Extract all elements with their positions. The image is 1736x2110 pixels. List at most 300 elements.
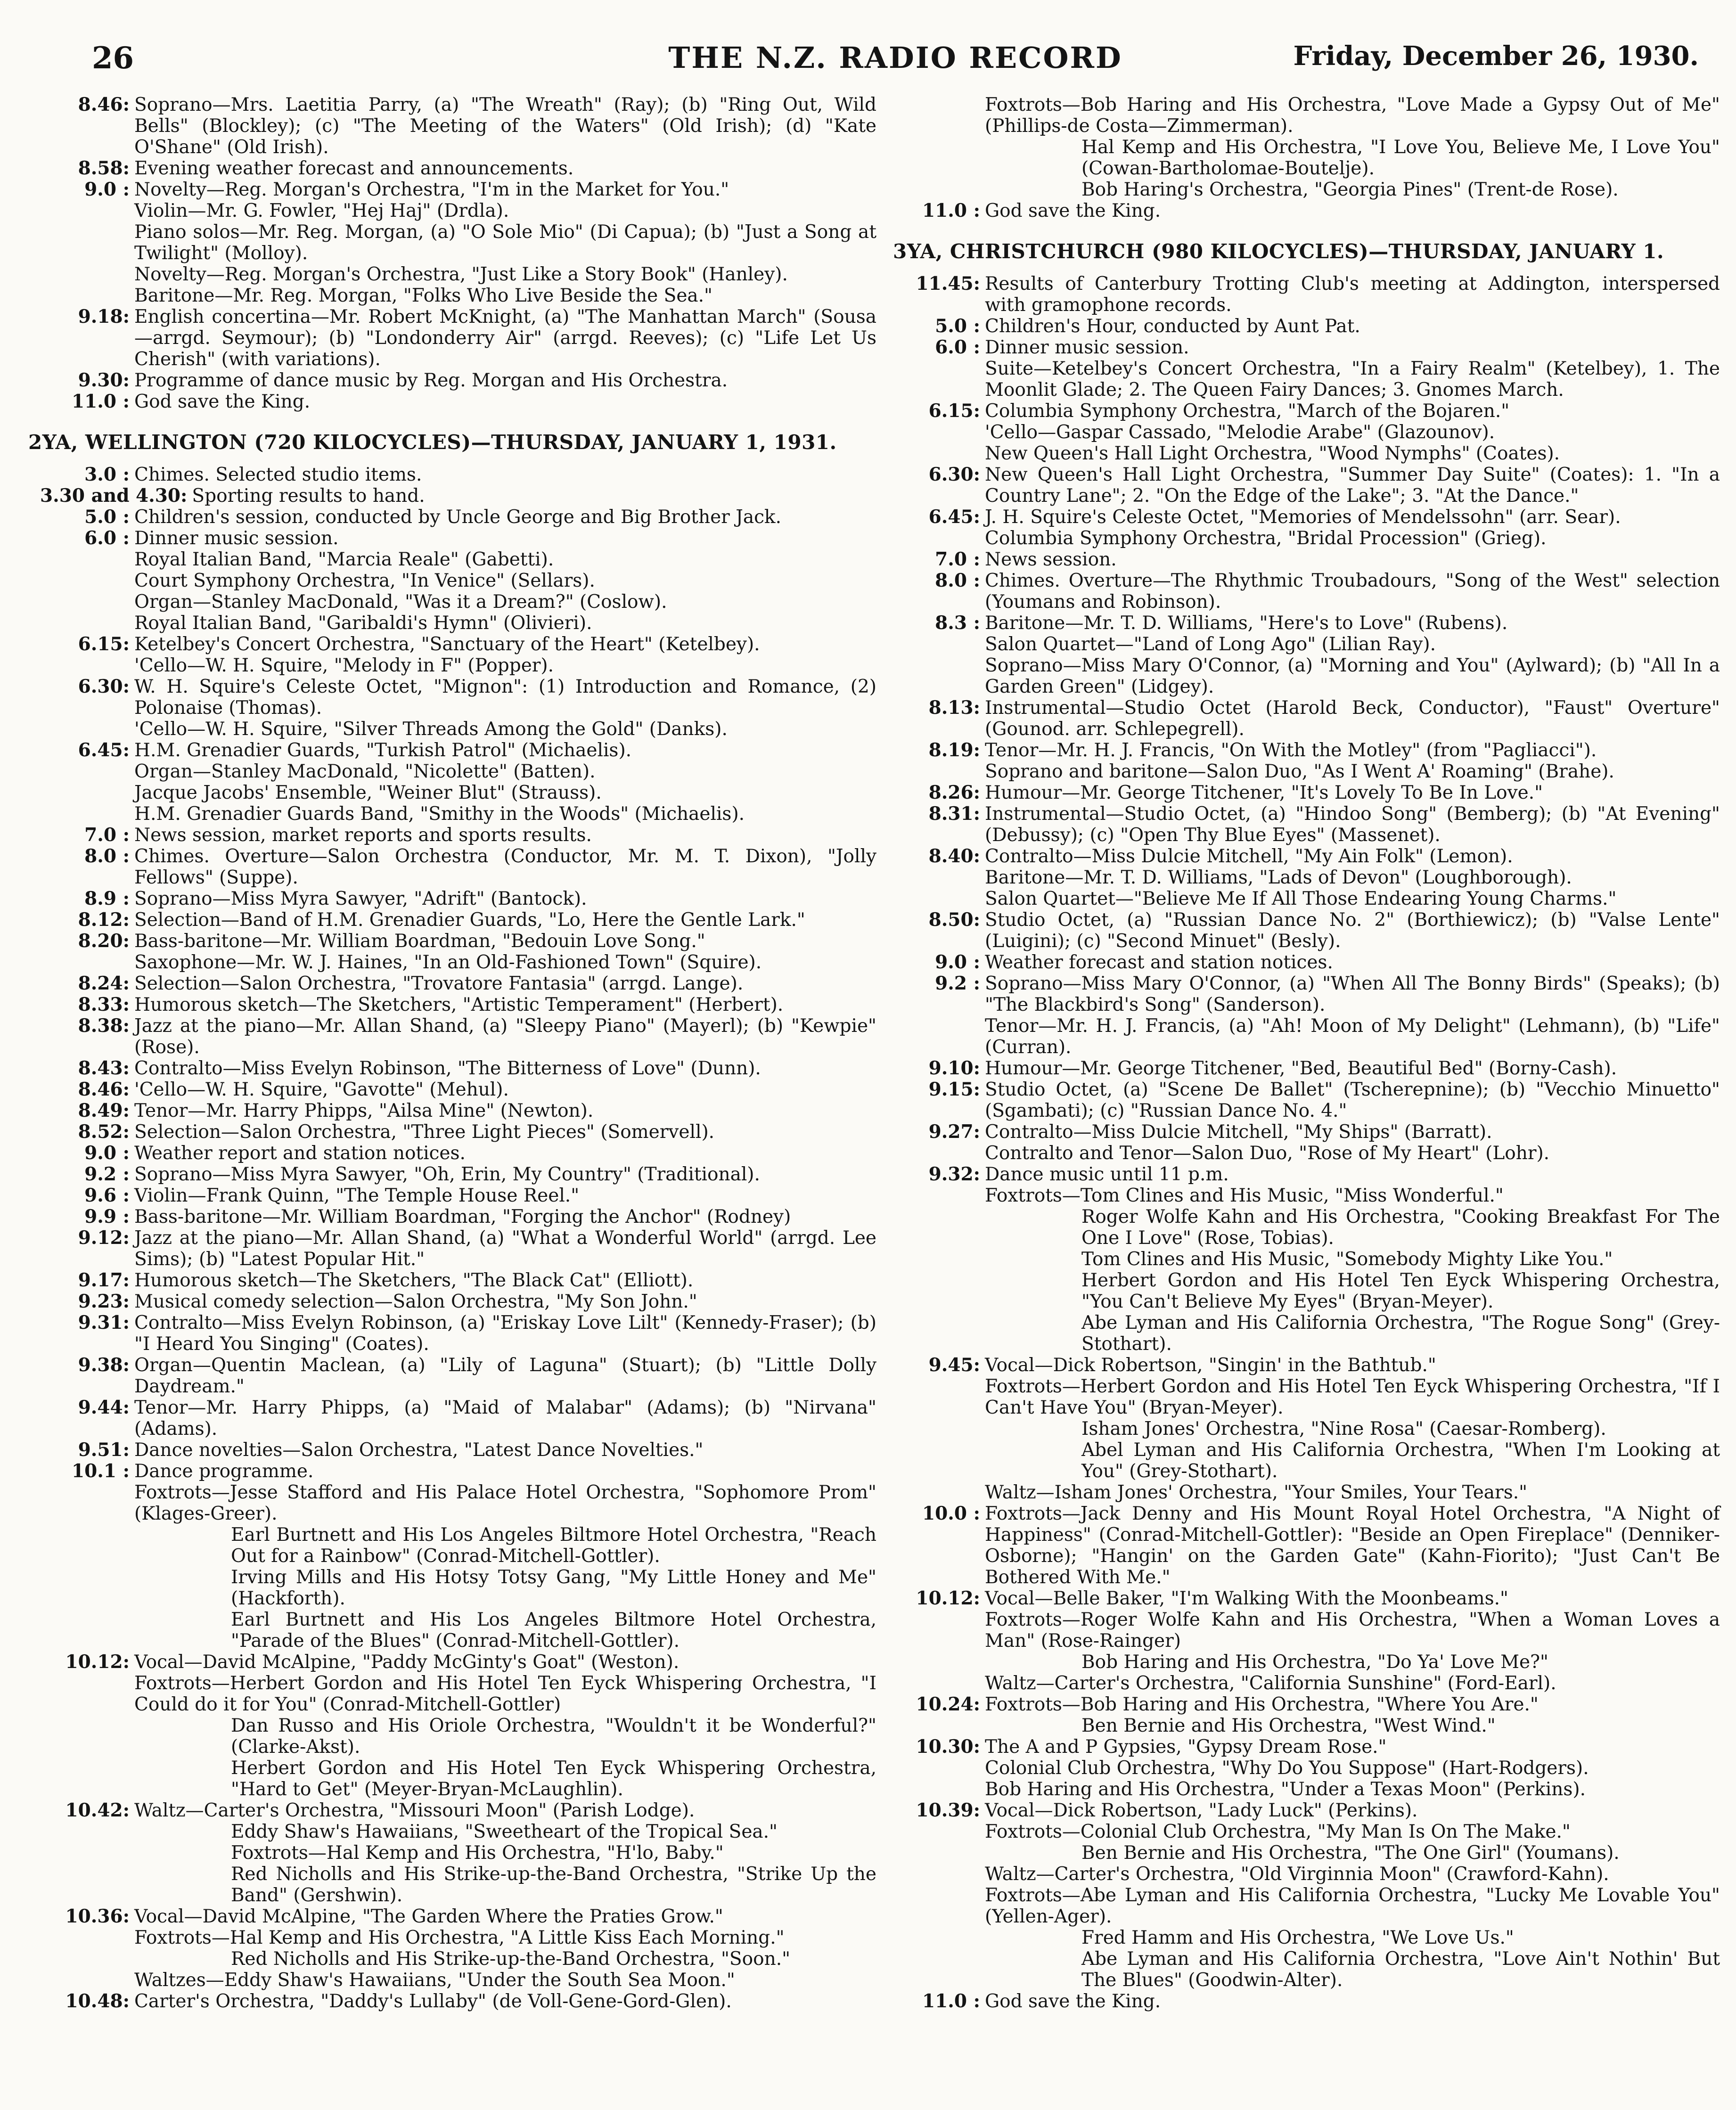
entry-text: Foxtrots—Herbert Gordon and His Hotel Ten Eyck Whispering Orchestra, "I Could do it for You" (Conrad-Mitchell-Gottler): [134, 1673, 876, 1715]
entry-time: 6.15:: [78, 633, 130, 655]
entry-time: [28, 719, 134, 740]
entry-time: 10.0 :: [922, 1503, 980, 1524]
programme-entry: [28, 1355, 876, 1397]
entry-text: Contralto—Miss Evelyn Robinson, "The Bitterness of Love" (Dunn).: [134, 1058, 761, 1079]
entry-text: Suite—Ketelbey's Concert Orchestra, "In a Fairy Realm" (Ketelbey), 1. The Moonlit Glade; 2. The Queen Fairy Dances; 3. Gnomes March.: [985, 358, 1720, 401]
entry-time: [893, 137, 985, 179]
entry-text: God save the King.: [985, 1991, 1161, 2012]
entry-time: 8.12:: [78, 909, 130, 931]
programme-entry: [28, 1758, 876, 1800]
programme-entry: [28, 1015, 876, 1058]
programme-entry: [28, 285, 876, 306]
entry-text: Weather report and station notices.: [134, 1143, 466, 1164]
entry-text: Dance novelties—Salon Orchestra, "Latest Dance Novelties.": [134, 1439, 704, 1461]
entry-time: [28, 221, 134, 264]
programme-entry: [893, 1058, 1720, 1079]
entry-text: Foxtrots—Bob Haring and His Orchestra, "Love Made a Gypsy Out of Me" (Phillips-de Costa—Zimmerman).: [985, 94, 1720, 137]
entry-text: Columbia Symphony Orchestra, "March of the Bojaren.": [985, 401, 1510, 422]
programme-entry: [28, 549, 876, 570]
entry-text: Foxtrots—Bob Haring and His Orchestra, "Where You Are.": [985, 1694, 1539, 1715]
programme-entry: [893, 909, 1720, 952]
entry-time: 9.6 :: [84, 1185, 130, 1206]
entry-time: [28, 613, 134, 634]
entry-time: [893, 1673, 985, 1694]
entry-time: 8.46:: [78, 94, 130, 115]
entry-time: 11.0 :: [922, 1990, 980, 2012]
entry-time: 6.0 :: [935, 336, 980, 358]
entry-text: Bob Haring and His Orchestra, "Under a Texas Moon" (Perkins).: [985, 1779, 1586, 1800]
entry-time: 8.0 :: [84, 845, 130, 867]
programme-entry: [28, 1927, 876, 1948]
entry-time: [893, 443, 985, 464]
programme-entry: [893, 740, 1720, 761]
programme-entry: [893, 549, 1720, 570]
entry-text: Vocal—David McAlpine, "Paddy McGinty's Goat" (Weston).: [134, 1652, 680, 1673]
programme-entry: [28, 909, 876, 931]
programme-entry: [893, 422, 1720, 443]
programme-entry: [893, 1779, 1720, 1800]
entry-text: Foxtrots—Herbert Gordon and His Hotel Ten Eyck Whispering Orchestra, "If I Can't Have You" (Bryan-Meyer).: [985, 1376, 1720, 1418]
entry-text: Evening weather forecast and announcements.: [134, 158, 574, 179]
programme-entry: [893, 1418, 1720, 1439]
entry-text: Chimes. Selected studio items.: [134, 464, 422, 485]
programme-entry: [893, 1842, 1720, 1864]
entry-time: 8.19:: [928, 739, 980, 761]
entry-text: Soprano and baritone—Salon Duo, "As I Went A' Roaming" (Brahe).: [985, 761, 1614, 782]
programme-entry: [893, 1715, 1720, 1736]
entry-text: Tenor—Mr. Harry Phipps, (a) "Maid of Malabar" (Adams); (b) "Nirvana" (Adams).: [134, 1397, 876, 1439]
entry-time: 10.1 :: [72, 1460, 130, 1482]
entry-time: [28, 549, 134, 570]
programme-entry: [28, 1609, 876, 1652]
entry-time: 9.27:: [928, 1121, 980, 1143]
entry-time: 8.33:: [78, 994, 130, 1015]
entry-text: Foxtrots—Abe Lyman and His California Orchestra, "Lucky Me Lovable You" (Yellen-Ager).: [985, 1885, 1720, 1927]
entry-time: 9.2 :: [935, 973, 980, 994]
entry-text: Dance programme.: [134, 1461, 314, 1482]
entry-text: Vocal—Belle Baker, "I'm Walking With the Moonbeams.": [985, 1588, 1508, 1609]
entry-time: 8.0 :: [935, 570, 980, 591]
entry-text: Fred Hamm and His Orchestra, "We Love Us.": [1081, 1927, 1514, 1948]
entry-text: Ketelbey's Concert Orchestra, "Sanctuary of the Heart" (Ketelbey).: [134, 634, 760, 655]
entry-time: [28, 761, 134, 782]
entry-text: W. H. Squire's Celeste Octet, "Mignon": (1) Introduction and Romance, (2) Polonaise (Thomas).: [134, 676, 876, 719]
entry-time: 6.30:: [78, 676, 130, 697]
entry-time: [28, 1715, 134, 1758]
entry-time: 8.38:: [78, 1015, 130, 1037]
programme-entry: [893, 273, 1720, 316]
programme-entry: [28, 1439, 876, 1461]
programme-entry: [893, 1143, 1720, 1164]
entry-text: News session.: [985, 549, 1117, 570]
programme-entry: [893, 1758, 1720, 1779]
entry-time: [28, 1524, 134, 1567]
entry-time: [28, 782, 134, 803]
entry-time: [893, 634, 985, 655]
programme-entry: [28, 1461, 876, 1482]
programme-entry: [28, 1652, 876, 1673]
entry-time: 7.0 :: [935, 548, 980, 570]
entry-text: Red Nicholls and His Strike-up-the-Band Orchestra, "Soon.": [231, 1948, 791, 1970]
entry-time: 9.12:: [78, 1227, 130, 1249]
station-heading: 2YA, WELLINGTON (720 KILOCYCLES)—THURSDAY, JANUARY 1, 1931.: [28, 431, 837, 454]
programme-entry: [28, 676, 876, 719]
entry-time: 10.39:: [916, 1799, 980, 1821]
entry-text: Soprano—Miss Mary O'Connor, (a) "Morning and You" (Aylward); (b) "All In a Garden Green" (Lidgey).: [985, 655, 1720, 697]
programme-entry: [893, 1800, 1720, 1821]
programme-entry: [28, 1100, 876, 1121]
entry-time: [893, 1418, 985, 1439]
entry-time: 9.17:: [78, 1269, 130, 1291]
entry-text: Studio Octet, (a) "Scene De Ballet" (Tscherepnine); (b) "Vecchio Minuetto" (Sgambati); (c) "Russian Dance No. 4.": [985, 1079, 1720, 1121]
entry-text: Weather forecast and station notices.: [985, 952, 1333, 973]
entry-text: Studio Octet, (a) "Russian Dance No. 2" (Borthiewicz); (b) "Valse Lente" (Luigini); (c) "Second Minuet" (Besly).: [985, 909, 1720, 952]
entry-time: 8.3 :: [935, 612, 980, 634]
programme-entry: [893, 634, 1720, 655]
programme-entry: [893, 1015, 1720, 1058]
entry-text: Court Symphony Orchestra, "In Venice" (Sellars).: [134, 570, 595, 591]
programme-entry: [893, 1355, 1720, 1376]
entry-text: Eddy Shaw's Hawaiians, "Sweetheart of the Tropical Sea.": [231, 1821, 778, 1842]
entry-time: [28, 570, 134, 591]
entry-time: [893, 1864, 985, 1885]
page-number: 26: [92, 41, 134, 76]
entry-time: 9.51:: [78, 1439, 130, 1461]
programme-entry: [28, 1227, 876, 1270]
entry-time: 5.0 :: [935, 315, 980, 337]
entry-time: [893, 1015, 985, 1058]
programme-entry: [893, 1588, 1720, 1609]
entry-text: H.M. Grenadier Guards, "Turkish Patrol" (Michaelis).: [134, 740, 632, 761]
entry-time: 8.50:: [928, 909, 980, 931]
entry-time: 8.40:: [928, 845, 980, 867]
entry-text: Violin—Mr. G. Fowler, "Hej Haj" (Drdla).: [134, 200, 509, 221]
entry-time: [893, 1758, 985, 1779]
entry-time: [28, 1482, 134, 1524]
programme-entry: [893, 782, 1720, 803]
programme-entry: [28, 370, 876, 391]
programme-entry: [28, 485, 876, 507]
programme-entry: [28, 1991, 876, 2012]
entry-time: [28, 1842, 134, 1864]
programme-entry: [28, 973, 876, 994]
entry-time: 9.45:: [928, 1354, 980, 1376]
entry-text: Tenor—Mr. H. J. Francis, (a) "Ah! Moon of My Delight" (Lehmann), (b) "Life" (Curran).: [985, 1015, 1720, 1058]
programme-entry: [893, 1185, 1720, 1206]
programme-entry: [893, 1206, 1720, 1249]
entry-time: 8.31:: [928, 803, 980, 825]
programme-entry: [28, 613, 876, 634]
entry-time: 8.20:: [78, 930, 130, 952]
programme-entry: [28, 1206, 876, 1227]
programme-entry: [28, 1482, 876, 1524]
entry-time: 10.24:: [916, 1693, 980, 1715]
entry-time: [893, 867, 985, 888]
entry-time: 11.45:: [916, 273, 980, 294]
entry-time: 8.13:: [928, 697, 980, 719]
programme-entry: [893, 200, 1720, 221]
entry-text: Musical comedy selection—Salon Orchestra, "My Son John.": [134, 1291, 697, 1312]
entry-text: Royal Italian Band, "Garibaldi's Hymn" (Olivieri).: [134, 613, 592, 634]
programme-entry: [893, 1927, 1720, 1948]
entry-time: [28, 1864, 134, 1906]
programme-entry: [28, 1800, 876, 1821]
programme-entry: [893, 613, 1720, 634]
programme-entry: [28, 1673, 876, 1715]
entry-time: [893, 655, 985, 697]
entry-text: Red Nicholls and His Strike-up-the-Band Orchestra, "Strike Up the Band" (Gershwin).: [231, 1864, 876, 1906]
entry-text: Instrumental—Studio Octet (Harold Beck, Conductor), "Faust" Overture" (Gounod. arr. Schlepegrell).: [985, 697, 1720, 740]
entry-text: Salon Quartet—"Land of Long Ago" (Lilian Ray).: [985, 634, 1436, 655]
entry-text: Baritone—Mr. T. D. Williams, "Here's to Love" (Rubens).: [985, 613, 1508, 634]
entry-time: [893, 1927, 985, 1948]
programme-entry: [28, 200, 876, 221]
entry-text: Contralto and Tenor—Salon Duo, "Rose of My Heart" (Lohr).: [985, 1143, 1550, 1164]
entry-time: [28, 1970, 134, 1991]
entry-time: [28, 655, 134, 676]
entry-text: Saxophone—Mr. W. J. Haines, "In an Old-Fashioned Town" (Squire).: [134, 952, 762, 973]
programme-entry: [28, 994, 876, 1015]
entry-text: Isham Jones' Orchestra, "Nine Rosa" (Caesar-Romberg).: [1081, 1418, 1606, 1439]
entry-text: Instrumental—Studio Octet, (a) "Hindoo Song" (Bemberg); (b) "At Evening" (Debussy); (c) "Open Thy Blue Eyes" (Massenet).: [985, 803, 1720, 846]
programme-entry: [893, 1821, 1720, 1842]
programme-entry: [893, 1079, 1720, 1121]
entry-text: Organ—Stanley MacDonald, "Was it a Dream?" (Coslow).: [134, 591, 667, 613]
entry-text: J. H. Squire's Celeste Octet, "Memories of Mendelssohn" (arr. Sear).: [985, 507, 1621, 528]
entry-time: [28, 803, 134, 825]
programme-entry: [28, 464, 876, 485]
entry-text: Bob Haring and His Orchestra, "Do Ya' Love Me?": [1081, 1652, 1548, 1673]
entry-time: 9.44:: [78, 1397, 130, 1418]
entry-time: [893, 1715, 985, 1736]
programme-entry: [893, 1885, 1720, 1927]
programme-entry: [28, 1567, 876, 1609]
entry-text: Soprano—Mrs. Laetitia Parry, (a) "The Wreath" (Ray); (b) "Ring Out, Wild Bells" (Blockley); (c) "The Meeting of the Waters" (Old Irish); (d) "Kate O'Shane" (Old Irish).: [134, 94, 876, 158]
entry-time: 6.45:: [928, 506, 980, 528]
programme-entry: [893, 316, 1720, 337]
entry-text: English concertina—Mr. Robert McKnight, (a) "The Manhattan March" (Sousa—arrgd. Seymour); (b) "Londonderry Air" (arrgd. Reeves); (c) "Life Let Us Cherish" (with variations).: [134, 306, 876, 370]
programme-entry: [893, 1164, 1720, 1185]
entry-text: Foxtrots—Hal Kemp and His Orchestra, "H'lo, Baby.": [231, 1842, 724, 1864]
programme-entry: [893, 94, 1720, 137]
entry-text: Sporting results to hand.: [192, 485, 425, 507]
entry-time: 8.46:: [78, 1079, 130, 1100]
entry-text: Contralto—Miss Evelyn Robinson, (a) "Eriskay Love Lilt" (Kennedy-Fraser); (b) "I Heard You Singing" (Coates).: [134, 1312, 876, 1355]
entry-time: [893, 1482, 985, 1503]
entry-text: Jacque Jacobs' Ensemble, "Weiner Blut" (Strauss).: [134, 782, 602, 803]
entry-time: 9.31:: [78, 1312, 130, 1333]
entry-time: 6.0 :: [84, 527, 130, 549]
entry-time: [893, 1206, 985, 1249]
entry-text: Foxtrots—Jack Denny and His Mount Royal Hotel Orchestra, "A Night of Happiness" (Conrad-Mitchell-Gottler): "Beside an Open Fireplace" (Denniker-Osborne); "Hangin' on the Garden Gate" (Kahn-Fiorito); "Just Can't Be Bothered With Me.": [985, 1503, 1720, 1588]
entry-time: 8.26:: [928, 782, 980, 803]
entry-text: Foxtrots—Roger Wolfe Kahn and His Orchestra, "When a Woman Loves a Man" (Rose-Rainger): [985, 1609, 1720, 1652]
entry-text: Piano solos—Mr. Reg. Morgan, (a) "O Sole Mio" (Di Capua); (b) "Just a Song at Twilight" (Molloy).: [134, 221, 876, 264]
programme-entry: [28, 1948, 876, 1970]
entry-text: Baritone—Mr. T. D. Williams, "Lads of Devon" (Loughborough).: [985, 867, 1572, 888]
entry-time: 9.15:: [928, 1079, 980, 1100]
programme-entry: [893, 888, 1720, 909]
entry-time: 9.32:: [928, 1163, 980, 1185]
left-column: [28, 94, 876, 2097]
entry-text: Novelty—Reg. Morgan's Orchestra, "Just Like a Story Book" (Hanley).: [134, 264, 788, 285]
entry-text: Herbert Gordon and His Hotel Ten Eyck Whispering Orchestra, "Hard to Get" (Meyer-Bryan-McLaughlin).: [231, 1758, 876, 1800]
entry-text: Children's Hour, conducted by Aunt Pat.: [985, 316, 1360, 337]
entry-text: Dinner music session.: [134, 528, 339, 549]
entry-time: 10.42:: [65, 1799, 130, 1821]
entry-text: Violin—Frank Quinn, "The Temple House Reel.": [134, 1185, 580, 1206]
entry-time: [893, 1821, 985, 1842]
programme-entry: [28, 94, 876, 158]
entry-time: [893, 1249, 985, 1270]
entry-time: 9.30:: [78, 369, 130, 391]
entry-time: 10.48:: [65, 1990, 130, 2012]
entry-time: 3.0 :: [84, 464, 130, 485]
programme-entry: [893, 570, 1720, 613]
entry-text: Waltz—Carter's Orchestra, "California Sunshine" (Ford-Earl).: [985, 1673, 1556, 1694]
entry-text: Selection—Salon Orchestra, "Three Light Pieces" (Somervell).: [134, 1121, 715, 1143]
entry-text: Selection—Band of H.M. Grenadier Guards, "Lo, Here the Gentle Lark.": [134, 909, 805, 931]
entry-time: 8.9 :: [84, 888, 130, 909]
entry-time: [28, 1758, 134, 1800]
entry-text: Soprano—Miss Myra Sawyer, "Adrift" (Bantock).: [134, 888, 587, 909]
entry-time: 9.0 :: [84, 1142, 130, 1164]
entry-text: Waltz—Carter's Orchestra, "Missouri Moon" (Parish Lodge).: [134, 1800, 695, 1821]
programme-entry: [893, 137, 1720, 179]
entry-text: Columbia Symphony Orchestra, "Bridal Procession" (Grieg).: [985, 528, 1547, 549]
entry-text: Tenor—Mr. H. J. Francis, "On With the Motley" (from "Pagliacci").: [985, 740, 1597, 761]
programme-entry: [28, 719, 876, 740]
entry-text: Carter's Orchestra, "Daddy's Lullaby" (de Voll-Gene-Gord-Glen).: [134, 1991, 732, 2012]
programme-entry: [893, 761, 1720, 782]
entry-text: Bass-baritone—Mr. William Boardman, "Forging the Anchor" (Rodney): [134, 1206, 791, 1227]
entry-time: 7.0 :: [84, 824, 130, 846]
entry-text: Dinner music session.: [985, 337, 1189, 358]
entry-time: 3.30 and 4.30:: [40, 485, 188, 507]
programme-entry: [893, 401, 1720, 422]
entry-time: [28, 1609, 134, 1652]
entry-text: New Queen's Hall Light Orchestra, "Wood Nymphs" (Coates).: [985, 443, 1560, 464]
entry-time: 9.18:: [78, 306, 130, 327]
entry-time: 9.9 :: [84, 1206, 130, 1227]
programme-entry: [28, 931, 876, 952]
right-column: [893, 94, 1720, 2097]
programme-entry: [28, 761, 876, 782]
programme-entry: [893, 803, 1720, 846]
entry-text: Organ—Quentin Maclean, (a) "Lily of Laguna" (Stuart); (b) "Little Dolly Daydream.": [134, 1355, 876, 1397]
programme-entry: [893, 337, 1720, 358]
programme-entry: [893, 655, 1720, 697]
programme-entry: [28, 1185, 876, 1206]
entry-text: Soprano—Miss Myra Sawyer, "Oh, Erin, My Country" (Traditional).: [134, 1164, 760, 1185]
entry-time: 10.12:: [65, 1651, 130, 1673]
entry-text: Contralto—Miss Dulcie Mitchell, "My Ships" (Barratt).: [985, 1121, 1492, 1143]
programme-entry: [28, 179, 876, 200]
entry-text: Chimes. Overture—The Rhythmic Troubadours, "Song of the West" selection (Youmans and Robinson).: [985, 570, 1720, 613]
entry-time: [28, 591, 134, 613]
issue-date: Friday, December 26, 1930.: [1293, 41, 1699, 72]
entry-time: [893, 179, 985, 200]
entry-text: Novelty—Reg. Morgan's Orchestra, "I'm in the Market for You.": [134, 179, 729, 200]
entry-text: Ben Bernie and His Orchestra, "The One Girl" (Youmans).: [1081, 1842, 1620, 1864]
programme-entry: [28, 655, 876, 676]
programme-entry: [28, 1715, 876, 1758]
entry-time: 9.10:: [928, 1057, 980, 1079]
programme-entry: [28, 591, 876, 613]
entry-time: [28, 1673, 134, 1715]
programme-entry: [893, 846, 1720, 867]
programme-entry: [28, 1864, 876, 1906]
entry-time: [893, 358, 985, 401]
entry-time: [893, 1312, 985, 1355]
programme-entry: [28, 740, 876, 761]
entry-text: Contralto—Miss Dulcie Mitchell, "My Ain Folk" (Lemon).: [985, 846, 1513, 867]
entry-time: 9.0 :: [84, 179, 130, 200]
entry-text: Programme of dance music by Reg. Morgan and His Orchestra.: [134, 370, 728, 391]
programme-entry: [28, 782, 876, 803]
entry-time: [893, 1270, 985, 1312]
entry-time: [893, 1609, 985, 1652]
programme-entry: [28, 1312, 876, 1355]
masthead-title: THE N.Z. RADIO RECORD: [668, 41, 1122, 75]
entry-text: Children's session, conducted by Uncle George and Big Brother Jack.: [134, 507, 781, 528]
entry-text: Irving Mills and His Hotsy Totsy Gang, "My Little Honey and Me" (Hackforth).: [231, 1567, 876, 1609]
programme-entry: [893, 1121, 1720, 1143]
entry-text: Royal Italian Band, "Marcia Reale" (Gabetti).: [134, 549, 554, 570]
entry-time: [893, 1376, 985, 1418]
entry-time: 10.30:: [916, 1736, 980, 1758]
entry-text: God save the King.: [134, 391, 311, 412]
entry-text: Tenor—Mr. Harry Phipps, "Ailsa Mine" (Newton).: [134, 1100, 594, 1121]
programme-entry: [893, 952, 1720, 973]
programme-entry: [28, 803, 876, 825]
entry-time: 9.23:: [78, 1291, 130, 1312]
programme-entry: [893, 1503, 1720, 1588]
entry-text: Hal Kemp and His Orchestra, "I Love You, Believe Me, I Love You" (Cowan-Bartholomae-Boutelje).: [1081, 137, 1720, 179]
entry-text: Selection—Salon Orchestra, "Trovatore Fantasia" (arrgd. Lange).: [134, 973, 744, 994]
entry-time: [28, 1567, 134, 1609]
programme-entry: [893, 1376, 1720, 1418]
entry-text: Foxtrots—Tom Clines and His Music, "Miss Wonderful.": [985, 1185, 1504, 1206]
programme-entry: [28, 1164, 876, 1185]
programme-entry: [28, 1270, 876, 1291]
entry-text: Organ—Stanley MacDonald, "Nicolette" (Batten).: [134, 761, 596, 782]
programme-entry: [28, 846, 876, 888]
programme-entry: [28, 570, 876, 591]
programme-entry: [28, 391, 876, 412]
programme-entry: [28, 1970, 876, 1991]
entry-time: 9.0 :: [935, 951, 980, 973]
entry-time: 6.30:: [928, 464, 980, 485]
programme-entry: [893, 973, 1720, 1015]
programme-entry: [893, 697, 1720, 740]
entry-time: 11.0 :: [72, 391, 130, 412]
programme-entry: [893, 1609, 1720, 1652]
programme-entry: [893, 867, 1720, 888]
entry-time: [28, 200, 134, 221]
entry-text: Soprano—Miss Mary O'Connor, (a) "When All The Bonny Birds" (Speaks); (b) "The Blackbird's Song" (Sanderson).: [985, 973, 1720, 1015]
entry-text: Humour—Mr. George Titchener, "It's Lovely To Be In Love.": [985, 782, 1543, 803]
entry-text: Dan Russo and His Oriole Orchestra, "Wouldn't it be Wonderful?" (Clarke-Akst).: [231, 1715, 876, 1758]
programme-entry: [28, 507, 876, 528]
entry-time: [893, 1652, 985, 1673]
programme-entry: [893, 1482, 1720, 1503]
programme-entry: [893, 179, 1720, 200]
entry-text: Vocal—Dick Robertson, "Lady Luck" (Perkins).: [985, 1800, 1418, 1821]
programme-entry: [28, 1842, 876, 1864]
entry-text: God save the King.: [985, 200, 1161, 221]
entry-text: Tom Clines and His Music, "Somebody Mighty Like You.": [1081, 1249, 1613, 1270]
